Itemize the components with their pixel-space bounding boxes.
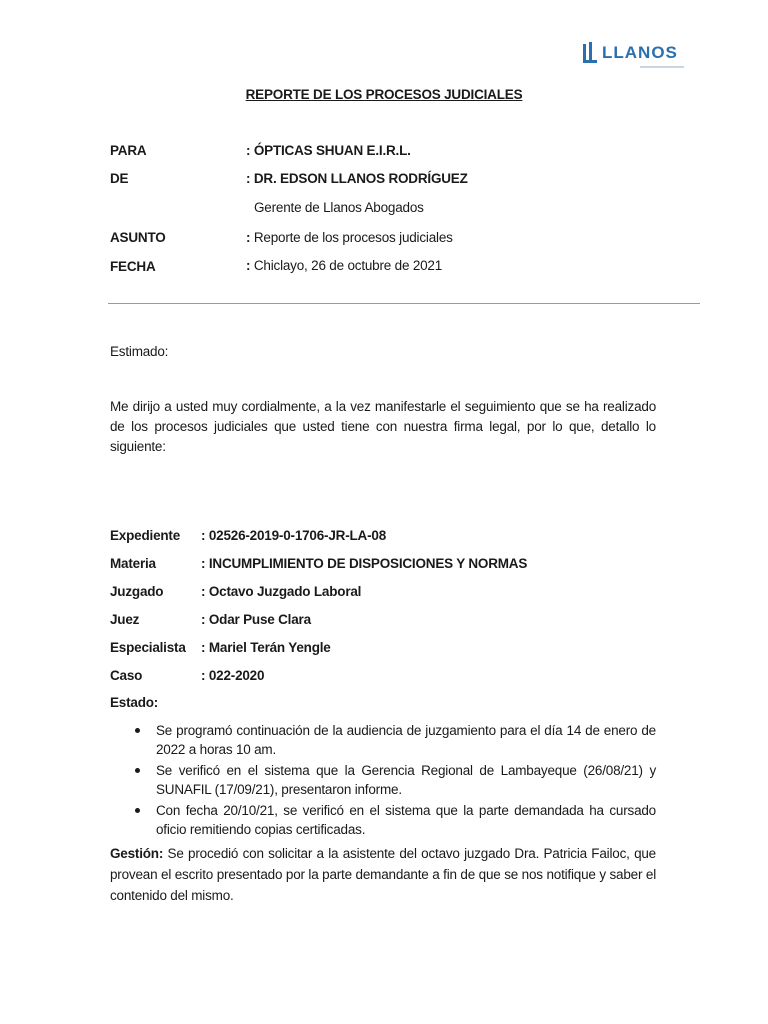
especialista-value: : Mariel Terán Yengle bbox=[201, 640, 331, 655]
de-label: DE bbox=[110, 171, 129, 186]
fecha-value: Chiclayo, 26 de octubre de 2021 bbox=[253, 258, 443, 273]
intro-paragraph: Me dirijo a usted muy cordialmente, a la vez manifestarle el seguimiento que se ha realizado de los procesos judiciales que usted tiene con nuestra firma legal, por lo que, detallo lo siguiente: bbox=[110, 399, 656, 454]
expediente-label: Expediente bbox=[110, 528, 181, 543]
fecha-value-row bbox=[246, 258, 442, 273]
list-item bbox=[135, 761, 656, 799]
juzgado-label: Juzgado bbox=[110, 584, 164, 599]
company-logo bbox=[583, 42, 678, 64]
list-item bbox=[135, 721, 656, 759]
estado-label: Estado: bbox=[110, 695, 159, 710]
materia-label: Materia bbox=[110, 556, 156, 571]
de-role: Gerente de Llanos Abogados bbox=[254, 200, 424, 215]
header-divider bbox=[108, 303, 700, 304]
estado-item-text: Se verificó en el sistema que la Gerencia Regional de Lambayeque (26/08/21) y SUNAFIL (17/09/21), presentaron informe. bbox=[156, 763, 656, 797]
gestion-paragraph bbox=[110, 843, 656, 906]
bullet-icon bbox=[135, 728, 140, 733]
caso-value: : 022-2020 bbox=[201, 668, 265, 683]
expediente-value: : 02526-2019-0-1706-JR-LA-08 bbox=[201, 528, 387, 543]
caso-label: Caso bbox=[110, 668, 143, 683]
asunto-label: ASUNTO bbox=[110, 230, 166, 245]
bullet-icon bbox=[135, 808, 140, 813]
logo-text: LLANOS bbox=[602, 43, 678, 62]
fecha-colon: : bbox=[246, 258, 251, 273]
para-value: : ÓPTICAS SHUAN E.I.R.L. bbox=[246, 143, 411, 158]
document-title: REPORTE DE LOS PROCESOS JUDICIALES bbox=[245, 87, 523, 102]
logo-mark-icon bbox=[583, 42, 599, 64]
materia-value: : INCUMPLIMIENTO DE DISPOSICIONES Y NORMAS bbox=[201, 556, 528, 571]
greeting: Estimado: bbox=[110, 344, 169, 359]
asunto-value-row bbox=[246, 230, 453, 245]
especialista-label: Especialista bbox=[110, 640, 186, 655]
list-item bbox=[135, 801, 656, 839]
juez-value: : Odar Puse Clara bbox=[201, 612, 311, 627]
juez-label: Juez bbox=[110, 612, 140, 627]
asunto-colon: : bbox=[246, 230, 251, 245]
de-value: : DR. EDSON LLANOS RODRÍGUEZ bbox=[246, 171, 468, 186]
gestion-label: Gestión: bbox=[110, 846, 164, 861]
juzgado-value: : Octavo Juzgado Laboral bbox=[201, 584, 362, 599]
gestion-text: Se procedió con solicitar a la asistente del octavo juzgado Dra. Patricia Failoc, que provean el escrito presentado por la parte demandante a fin de que se nos notifique y saber el contenido del mismo. bbox=[110, 846, 656, 903]
estado-item-text: Con fecha 20/10/21, se verificó en el sistema que la parte demandada ha cursado oficio remitiendo copias certificadas. bbox=[156, 803, 656, 837]
estado-item-text: Se programó continuación de la audiencia de juzgamiento para el día 14 de enero de 2022 a horas 10 am. bbox=[156, 723, 656, 757]
asunto-value: Reporte de los procesos judiciales bbox=[253, 230, 453, 245]
estado-list bbox=[135, 721, 656, 839]
para-label: PARA bbox=[110, 143, 147, 158]
bullet-icon bbox=[135, 768, 140, 773]
fecha-label: FECHA bbox=[110, 259, 156, 274]
logo-underline bbox=[640, 66, 684, 68]
